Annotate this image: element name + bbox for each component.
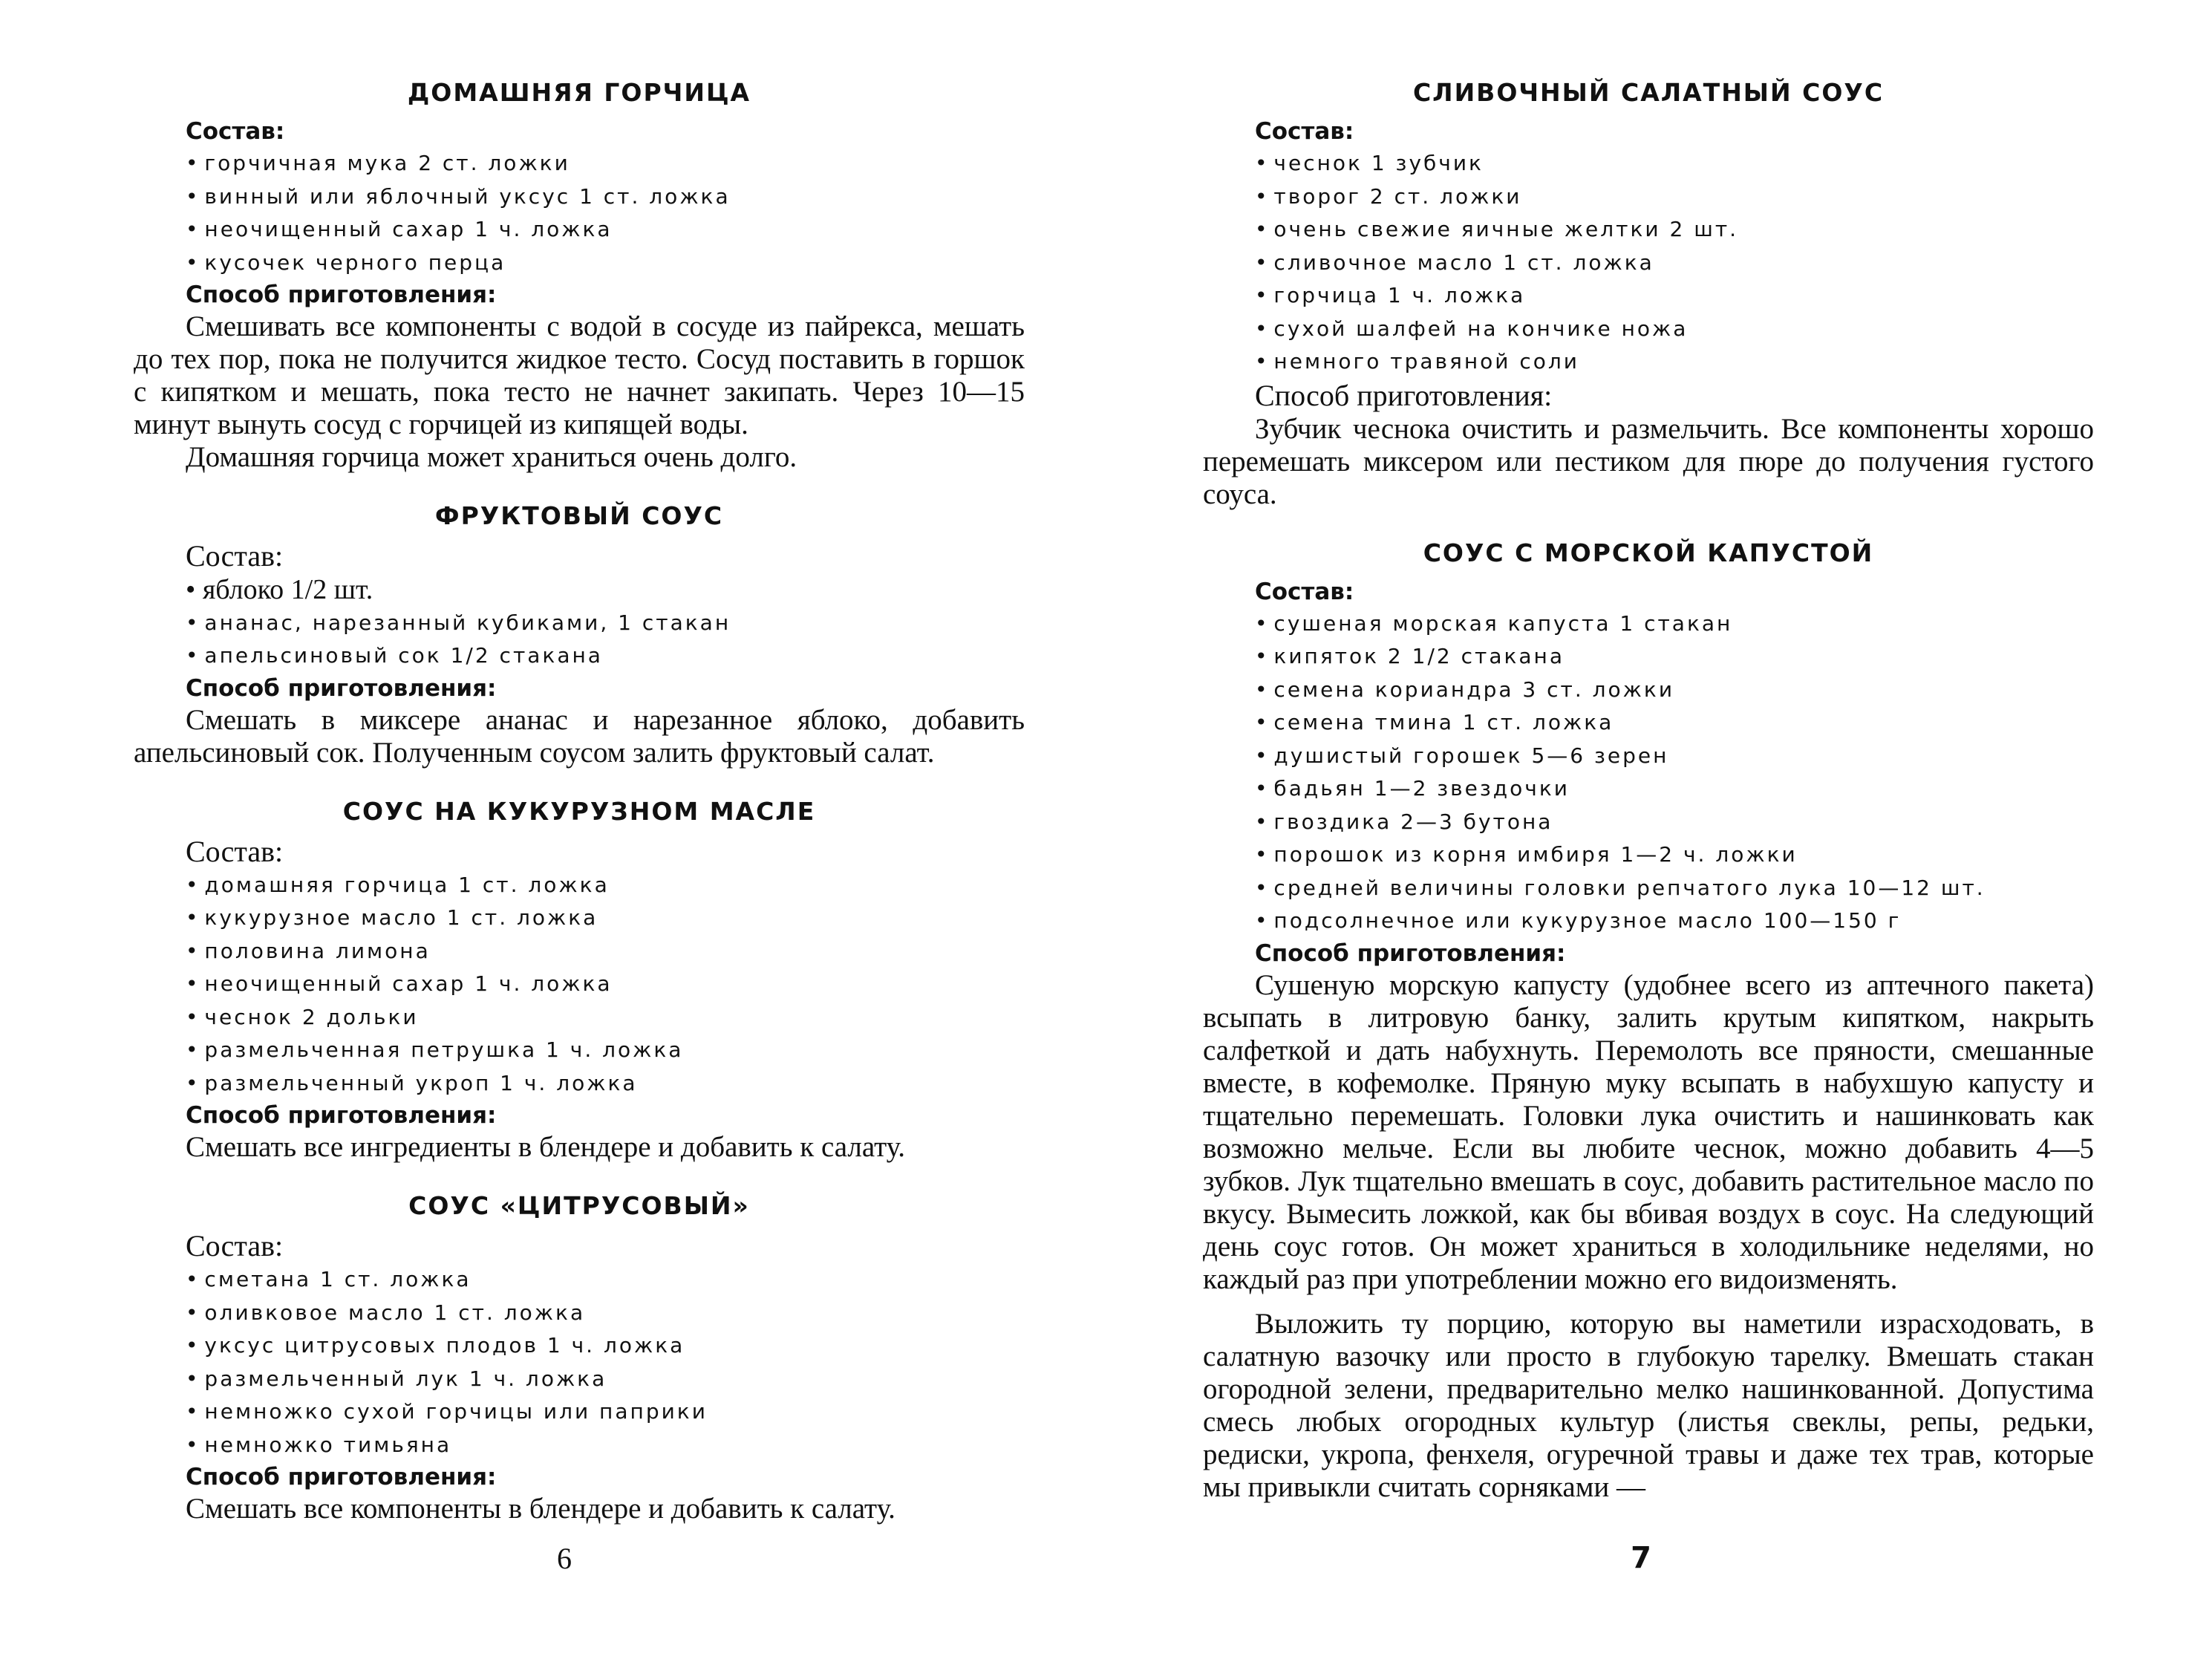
recipe-title: СЛИВОЧНЫЙ САЛАТНЫЙ СОУС: [1412, 78, 1885, 107]
method-label: Способ приготовления:: [186, 674, 497, 702]
right-page: [1158, 0, 2212, 1662]
ingredient-item: • семена кориандра 3 ст. ложки: [1255, 674, 2094, 707]
ingredients-list: [134, 869, 1025, 1101]
recipe-seaweed-sauce: [1203, 536, 2094, 1504]
ingredients-label: Состав:: [186, 1229, 284, 1262]
ingredient-item: • яблоко 1/2 шт.: [186, 573, 1025, 607]
ingredients-label: Состав:: [186, 118, 285, 145]
ingredient-item: • винный или яблочный уксус 1 ст. ложка: [186, 180, 1025, 214]
ingredient-item: • кукурузное масло 1 ст. ложка: [186, 902, 1025, 935]
ingredient-item: • душистый горошек 5—6 зерен: [1255, 740, 2094, 773]
ingredient-item: • кусочек черного перца: [186, 247, 1025, 280]
ingredients-list: [1203, 147, 2094, 379]
left-column: [134, 76, 1025, 1551]
ingredient-item: • сливочное масло 1 ст. ложка: [1255, 247, 2094, 280]
recipe-title: СОУС С МОРСКОЙ КАПУСТОЙ: [1423, 538, 1874, 567]
ingredient-item: • подсолнечное или кукурузное масло 100—150 г: [1255, 905, 2094, 938]
recipe-title: ДОМАШНЯЯ ГОРЧИЦА: [407, 78, 751, 107]
ingredient-item: • оливковое масло 1 ст. ложка: [186, 1297, 1025, 1330]
method-label: Способ приготовления:: [186, 1464, 497, 1490]
ingredient-item: • творог 2 ст. ложки: [1255, 180, 2094, 214]
ingredient-item: • апельсиновый сок 1/2 стакана: [186, 639, 1025, 673]
ingredient-item: • чеснок 1 зубчик: [1255, 147, 2094, 180]
ingredient-item: • средней величины головки репчатого лука 10—12 шт.: [1255, 872, 2094, 905]
ingredient-item: • горчичная мука 2 ст. ложки: [186, 147, 1025, 180]
ingredient-item: • домашняя горчица 1 ст. ложка: [186, 869, 1025, 902]
ingredient-item: • сухой шалфей на кончике ножа: [1255, 313, 2094, 346]
ingredient-item: • горчица 1 ч. ложка: [1255, 279, 2094, 313]
ingredient-item: • неочищенный сахар 1 ч. ложка: [186, 968, 1025, 1001]
ingredients-label: Состав:: [1255, 118, 1354, 145]
ingredient-item: • немножко тимьяна: [186, 1429, 1025, 1462]
ingredient-item: • сметана 1 ст. ложка: [186, 1263, 1025, 1297]
recipe-title: СОУС НА КУКУРУЗНОМ МАСЛЕ: [342, 796, 816, 826]
method-paragraph: Смешивать все компоненты с водой в сосуде из пайрекса, мешать до тех пор, пока не получится жидкое тесто. Сосуд поставить в горшок с кипятком и мешать, пока тесто не начнет закипать. Через 10—15 минут вынуть сосуд с горчицей из кипящей воды.: [134, 310, 1025, 440]
right-column: [1203, 76, 2094, 1529]
ingredient-item: • ананас, нарезанный кубиками, 1 стакан: [186, 607, 1025, 640]
ingredient-item: • очень свежие яичные желтки 2 шт.: [1255, 213, 2094, 247]
ingredients-list: [134, 573, 1025, 673]
ingredient-item: • порошок из корня имбиря 1—2 ч. ложки: [1255, 838, 2094, 872]
method-paragraph: Зубчик чеснока очистить и размельчить. Все компоненты хорошо перемешать миксером или пестиком для пюре до получения густого соуса.: [1203, 412, 2094, 510]
ingredient-item: • размельченный укроп 1 ч. ложка: [186, 1067, 1025, 1101]
ingredient-item: • немножко сухой горчицы или паприки: [186, 1395, 1025, 1429]
ingredient-item: • размельченный лук 1 ч. ложка: [186, 1363, 1025, 1396]
method-paragraph: Смешать в миксере ананас и нарезанное яблоко, добавить апельсиновый сок. Полученным соусом залить фруктовый салат.: [134, 703, 1025, 769]
ingredient-item: • чеснок 2 дольки: [186, 1001, 1025, 1034]
method-label: Способ приготовления:: [186, 281, 497, 308]
recipe-title: ФРУКТОВЫЙ СОУС: [434, 501, 724, 530]
ingredient-item: • сушеная морская капуста 1 стакан: [1255, 607, 2094, 641]
recipe-citrus-sauce: [134, 1189, 1025, 1525]
ingredient-item: • половина лимона: [186, 935, 1025, 968]
method-paragraph: Смешать все компоненты в блендере и добавить к салату.: [186, 1493, 895, 1525]
method-paragraph: Выложить ту порцию, которую вы наметили израсходовать, в салатную вазочку или просто в глубокую тарелку. Вмешать стакан огородной зелени, предварительно мелко нашинкованной. Допустима смесь любых огородных культур (листья свеклы, репы, редьки, редиски, укропа, фенхеля, огуречной травы и даже тех трав, которые мы привыкли считать сорняками —: [1203, 1307, 2094, 1503]
ingredients-list: [1203, 607, 2094, 938]
method-label: Способ приготовления:: [1255, 378, 1553, 412]
method-paragraph: Сушеную морскую капусту (удобнее всего из аптечного пакета) всыпать в литровую банку, залить крутым кипятком, накрыть салфеткой и дать набухнуть. Перемолоть все пряности, смешанные вместе, в кофемолке. Пряную муку всыпать в набухшую капусту и тщательно перемешать. Головки лука очистить и нашинковать как возможно мельче. Если вы любите чеснок, можно добавить 4—5 зубков. Лук тщательно вмешать в соус, добавить растительное масло по вкусу. Вымесить ложкой, как бы вбивая воздух в соус. На следующий день соус готов. Он может храниться в холодильнике неделями, но каждый раз при употреблении можно его видоизменять.: [1203, 968, 2094, 1295]
ingredients-list: [134, 1263, 1025, 1461]
ingredients-label: Состав:: [186, 834, 284, 868]
ingredient-item: • неочищенный сахар 1 ч. ложка: [186, 213, 1025, 247]
ingredient-item: • гвоздика 2—3 бутона: [1255, 806, 2094, 839]
method-paragraph: Смешать все ингредиенты в блендере и добавить к салату.: [186, 1131, 906, 1163]
page-number: 7: [1631, 1541, 1651, 1575]
method-label: Способ приготовления:: [186, 1102, 497, 1129]
ingredient-item: • кипяток 2 1/2 стакана: [1255, 640, 2094, 674]
ingredients-list: [134, 147, 1025, 279]
recipe-corn-oil-sauce: [134, 795, 1025, 1164]
recipe-fruit-sauce: [134, 499, 1025, 769]
ingredients-label: Состав:: [186, 539, 284, 573]
page-number: 6: [557, 1542, 572, 1575]
ingredient-item: • семена тмина 1 ст. ложка: [1255, 706, 2094, 740]
method-label: Способ приготовления:: [1255, 939, 1566, 967]
recipe-creamy-salad-sauce: [1203, 76, 2094, 511]
ingredient-item: • уксус цитрусовых плодов 1 ч. ложка: [186, 1329, 1025, 1363]
recipe-homemade-mustard: [134, 76, 1025, 474]
ingredient-item: • немного травяной соли: [1255, 345, 2094, 379]
ingredients-label: Состав:: [1255, 578, 1354, 605]
ingredient-item: • бадьян 1—2 звездочки: [1255, 772, 2094, 806]
recipe-title: СОУС «ЦИТРУСОВЫЙ»: [408, 1191, 750, 1220]
method-paragraph: Домашняя горчица может храниться очень долго.: [186, 441, 797, 473]
ingredient-item: • размельченная петрушка 1 ч. ложка: [186, 1034, 1025, 1067]
